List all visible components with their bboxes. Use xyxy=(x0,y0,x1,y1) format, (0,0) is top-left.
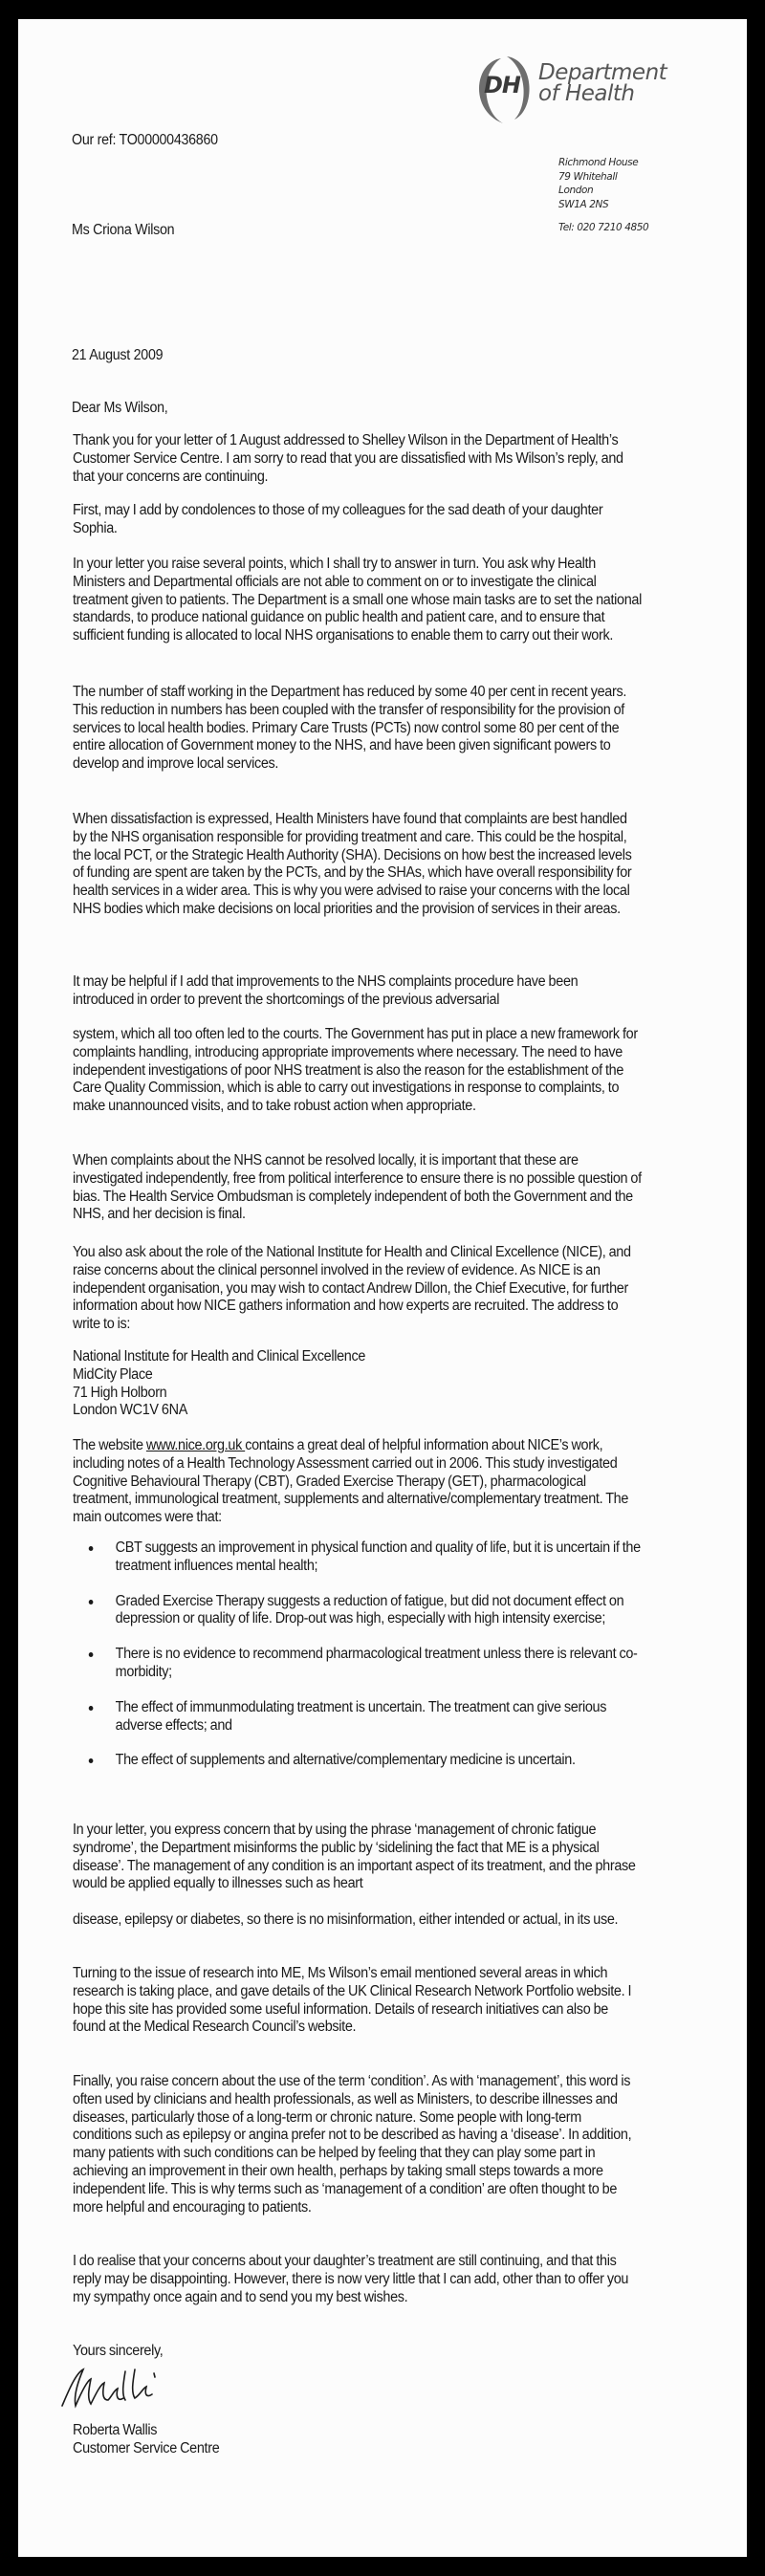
salutation: Dear Ms Wilson, xyxy=(72,400,168,416)
paragraph-6b: system, which all too often led to the courts. The Government has put in place a new framework for complaints handling, introducing appropriate improvements where necessary. The need to have independent investigations of poor NHS treatment is also the reason for the establishment of the Care Quality Commission, which is able to carry out investigations in response to complaints, to make unannounced visits, and to take robust action when appropriate. xyxy=(73,1026,638,1115)
bullet-icon xyxy=(89,1600,94,1605)
our-reference: Our ref: TO00000436860 xyxy=(72,132,218,148)
logo-mark: DH xyxy=(484,72,521,98)
paragraph-9: The website www.nice.org.uk contains a great deal of helpful information about NICE’s work, including notes of a Health Technology Assessment carried out in 2006. This study investigated Cognitive Behavioural Therapy (CBT), Graded Exercise Therapy (GET), pharmacological treatment, immunological treatment, supplements and alternative/complementary treatment. The main outcomes were that: xyxy=(73,1437,629,1526)
bullet-icon xyxy=(89,1546,94,1551)
bullet-icon xyxy=(89,1652,94,1657)
paragraph-3: In your letter you raise several points, which I shall try to answer in turn. You ask why Health Ministers and Departmental officials are not able to comment on or to investigate the clinical treatment given to patients. The Department is a small one whose main tasks are to set the national standards, to produce national guidance on public health and patient care, and to ensure that sufficient funding is allocated to local NHS organisations to enable them to carry out their work. xyxy=(73,556,643,644)
paragraph-4: The number of staff working in the Department has reduced by some 40 per cent in recent years. This reduction in numbers has been coupled with the transfer of responsibility for the provision of services to local health bodies. Primary Care Trusts (PCTs) now control some 80 per cent of the entire allocation of Government money to the NHS, and have been given significant powers to develop and improve local services. xyxy=(73,684,627,773)
letter-page xyxy=(18,19,747,2557)
letter-date: 21 August 2009 xyxy=(72,347,164,363)
closing: Yours sincerely, xyxy=(73,2343,164,2359)
outcome-item: The effect of supplements and alternative/complementary medicine is uncertain. xyxy=(73,1752,642,1770)
outcomes-list xyxy=(73,1539,642,1770)
sender-address xyxy=(558,156,648,235)
outcome-item: The effect of immunmodulating treatment is uncertain. The treatment can give serious adverse effects; and xyxy=(73,1699,642,1736)
paragraph-5: When dissatisfaction is expressed, Health Ministers have found that complaints are best handled by the NHS organisation responsible for providing treatment and care. This could be the hospital, the local PCT, or the Strategic Health Authority (SHA). Decisions on how best the increased levels of funding are spent are taken by the PCTs, and by the SHAs, which have overall responsibility for health services in a wider area. This is why you were advised to raise your concerns with the local NHS bodies which make decisions on local priorities and the provision of services in their areas. xyxy=(73,811,632,917)
paragraph-1: Thank you for your letter of 1 August addressed to Shelley Wilson in the Department of Health’s Customer Service Centre. I am sorry to read that you are dissatisfied with Ms Wilson’s reply, and that your concerns are continuing. xyxy=(73,432,623,485)
org-name xyxy=(538,62,667,104)
nice-address xyxy=(73,1348,642,1420)
paragraph-7: When complaints about the NHS cannot be resolved locally, it is important that these are investigated independently, free from political interference to ensure there is no possible question of bias. The Health Service Ombudsman is completely independent of both the Government and the NHS, and her decision is final. xyxy=(73,1152,642,1223)
address-line: Richmond House xyxy=(558,157,639,168)
handwritten-signature xyxy=(55,2364,188,2416)
department-of-health-logo xyxy=(472,53,711,129)
paragraph-8: You also ask about the role of the National Institute for Health and Clinical Excellence (NICE), and raise concerns about the clinical personnel involved in the review of evidence. As NICE is an independent organisation, you may wish to contact Andrew Dillon, the Chief Executive, for further information about how NICE gathers information and how experts are recruited. The address to write to is: xyxy=(73,1244,631,1333)
org-name-line2: of Health xyxy=(538,81,635,106)
nice-address-line: MidCity Place xyxy=(73,1365,153,1383)
outcome-item: Graded Exercise Therapy suggests a reduction of fatigue, but did not document effect on depression or quality of life. Drop-out was high, especially with high intensity exercise; xyxy=(73,1593,642,1629)
signatory-block xyxy=(73,2422,642,2458)
org-name-line1: Department xyxy=(538,60,667,85)
nice-address-line: London WC1V 6NA xyxy=(73,1402,187,1419)
bullet-icon xyxy=(89,1758,94,1763)
signatory-department: Customer Service Centre xyxy=(73,2439,220,2456)
outcome-item: CBT suggests an improvement in physical function and quality of life, but it is uncertain if the treatment influences mental health; xyxy=(73,1539,642,1576)
signatory-name: Roberta Wallis xyxy=(73,2422,158,2438)
nice-website-link[interactable]: www.nice.org.uk xyxy=(145,1437,246,1453)
address-line: London xyxy=(558,185,594,196)
address-line: 79 Whitehall xyxy=(558,170,618,183)
paragraph-2: First, may I add by condolences to those of my colleagues for the sad death of your daughter Sophia. xyxy=(73,502,603,536)
paragraph-11: Turning to the issue of research into ME, Ms Wilson’s email mentioned several areas in which research is taking place, and gave details of the UK Clinical Research Network Portfolio website. I hope this site has provided some useful information. Details of research initiatives can also be found at the Medical Research Council’s website. xyxy=(73,1965,632,2036)
paragraph-13: I do realise that your concerns about your daughter’s treatment are still continuing, and that this reply may be disappointing. However, there is now very little that I can add, other than to offer you my sympathy once again and to send you my best wishes. xyxy=(73,2253,629,2305)
nice-address-line: 71 High Holborn xyxy=(73,1384,167,1401)
paragraph-10a: In your letter, you express concern that by using the phrase ‘management of chronic fatigue syndrome’, the Department misinforms the public by ‘sidelining the fact that ME is a physical disease’. The management of any condition is an important aspect of its treatment, and the phrase would be applied equally to illnesses such as heart xyxy=(73,1822,636,1892)
signature-icon xyxy=(55,2364,188,2412)
paragraph-6a: It may be helpful if I add that improvements to the NHS complaints procedure have been introduced in order to prevent the shortcomings of the previous adversarial xyxy=(73,973,579,1008)
outcome-item: There is no evidence to recommend pharmacological treatment unless there is relevant co-morbidity; xyxy=(73,1646,642,1682)
paragraph-12: Finally, you raise concern about the use of the term ‘condition’. As with ‘management’, this word is often used by clinicians and health professionals, as well as Ministers, to describe illnesses and diseases, particularly those of a long-term or chronic nature. Some people with long-term conditions such as epilepsy or angina prefer not to be described as having a ‘disease’. In addition, many patients with such conditions can be helped by feeling that they can play some part in achieving an improvement in their own health, perhaps by taking small steps towards a more independent life. This is why terms such as ‘management of a condition’ are often thought to be more helpful and encouraging to patients. xyxy=(73,2073,632,2216)
paragraph-10b: disease, epilepsy or diabetes, so there is no misinformation, either intended or actual, in its use. xyxy=(73,1911,619,1928)
nice-address-line: National Institute for Health and Clinical Excellence xyxy=(73,1348,366,1364)
bullet-icon xyxy=(89,1706,94,1711)
telephone: Tel: 020 7210 4850 xyxy=(558,222,649,233)
recipient-name: Ms Criona Wilson xyxy=(72,222,175,238)
address-line: SW1A 2NS xyxy=(558,198,609,210)
